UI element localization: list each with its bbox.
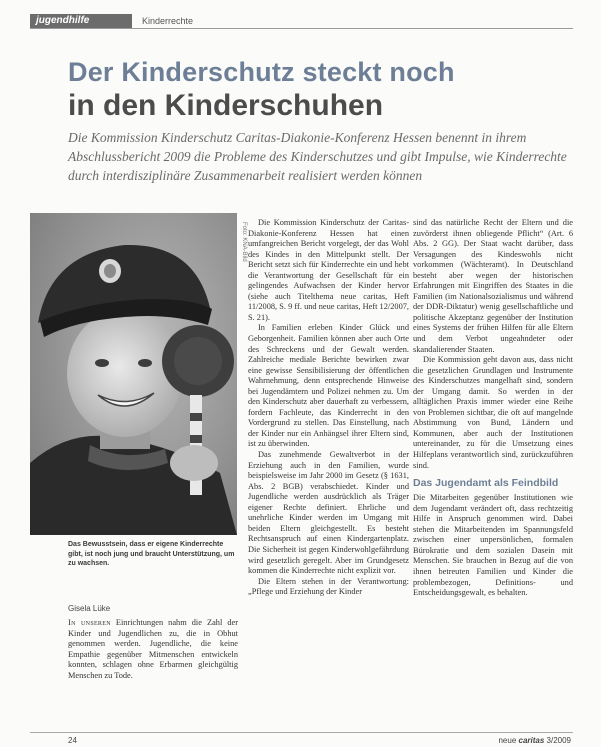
issue-number: 3/2009 xyxy=(546,736,571,745)
column-3 xyxy=(413,218,573,599)
column-2 xyxy=(248,218,409,598)
photo-caption: Das Bewusstsein, dass er eigene Kinderrechte gibt, ist noch jung und braucht Unterstützung, um zu wachsen. xyxy=(68,541,235,567)
lead-paragraph xyxy=(68,128,568,185)
column-2-paragraph-2: In Familien erleben Kinder Glück und Geborgenheit. Familien können aber auch Orte des Schreckens und der Gewalt werden. Zahlreiche mediale Berichte bewirken zwar eine gewisse Sensibilisierung der öffentlichen Wahrnehmung, denn entsprechende Hinweise bei Jugendämtern und Polizei nehmen zu. Um den Kinderschutz aber dauerhaft zu verbessern, fordern Fachleute, das Kinderrecht in den Vordergrund zu stellen. Das Einstellung, nach der Kinder nur ein Anhängsel ihrer Eltern sind, ist zu überwinden. xyxy=(248,323,409,449)
column-2-paragraph-4: Die Eltern stehen in der Verantwortung: „Pflege und Erziehung der Kinder xyxy=(248,576,409,597)
subheading: Das Jugendamt als Feindbild xyxy=(413,477,559,490)
photo-illustration xyxy=(30,213,237,535)
magazine-prefix: neue xyxy=(498,736,517,745)
column-2-paragraph-3: Das zunehmende Gewaltverbot in der Erziehung auch in den Familien, wurde beispielsweise im Jahr 2000 im Gesetz (§ 1631, Abs. 2 BGB) verabschiedet. Kinder und Jugendliche werden ausdrücklich als Träger eigener Rechte definiert. Ehrliche und unehrliche Kinder werden im Umgang mit beiden Eltern gleichgestellt. Es besteht Rechtsanspruch auf einen Kindergartenplatz. Die Sicherheit ist gegen Kinderwohlgefährdung wird gesetzlich geregelt. Aber im Grundgesetz kommen die Kinderrechte nicht explizit vor. xyxy=(248,450,409,576)
photo-credit: Foto: KNA-Bild xyxy=(241,222,247,262)
magazine-name: caritas xyxy=(518,736,545,745)
column-1-paragraph xyxy=(68,618,238,681)
section-label: jugendhilfe xyxy=(36,15,90,26)
column-3-paragraph-3: Die Mitarbeiten gegenüber Institutionen wie dem Jugendamt verändert oft, dass rechtzeitig Hilfe in Anspruch genommen wird. Dabei stehen die Mitarbeitenden im Spannungsfeld zwischen einer unpersönlichen, formalen Bürokratie und dem sozialen Dasein mit Menschen. Sie brauchen in Bezug auf die von ihnen betreuten Familien und Kinder die problembezogen, Definitions- und Entscheidungsgewalt, es behalten. xyxy=(413,493,573,598)
column-1 xyxy=(68,618,238,681)
headline-line-2: in den Kinderschuhen xyxy=(68,89,384,122)
lead-text: Die Kommission Kinderschutz Caritas-Diakonie-Konferenz Hessen benennt in ihrem Abschlussbericht 2009 die Probleme des Kinderschutzes und gibt Impulse, wie Kinderrechte durch interdisziplinäre Zusammenarbeit realisiert werden können xyxy=(68,130,567,183)
topic-label: Kinderrechte xyxy=(142,16,194,26)
child-police-cap-photo xyxy=(30,213,237,535)
magazine-reference xyxy=(498,736,571,746)
column-3-paragraph-1: sind das natürliche Recht der Eltern und die zuvörderst ihnen obliegende Pflicht“ (Art. 6 Abs. 2 GG). Der Staat wacht darüber, dass Versagungen des Kindeswohls nicht vorkommen (Wächteramt). In Deutschland besteht aber wegen der historischen Erfahrungen mit Eingriffen des Staates in die Familien (im Nationalsozialismus und während der DDR-Diktatur) wenig gesellschaftliche und politische Akzeptanz gegenüber der Institution eines Systems der frühen Hilfen für alle Eltern und dem Verbot ungeahndeter oder skandalierender Staaten. xyxy=(413,218,573,354)
column-2-paragraph-1: Die Kommission Kinderschutz der Caritas-Diakonie-Konferenz Hessen hat einen umfangreichen Bericht vorgelegt, der das Wohl des Kindes in den Mittelpunkt stellt. Der Bericht setzt sich für Kinderrechte ein und hebt die Verantwortung der Gesellschaft für ein gelingendes Aufwachsen der Kinder hervor (siehe auch Titelthema neue caritas, Heft 11/2008, S. 9 ff. und neue caritas, Heft 12/2007, S. 21). xyxy=(248,218,409,322)
column-3-paragraph-2: Die Kommission geht davon aus, dass nicht die gesetzlichen Grundlagen und Instrumente des Kinderschutzes mangelhaft sind, sondern der Umgang damit. So werden in der alltäglichen Praxis immer wieder eine Reihe von Problemen sichtbar, die oft auf mangelnde Abstimmung von Bund, Ländern und Kommunen, aber auch der Institutionen untereinander, zu für die Umsetzung eines Hilfeplans verantwortlich sind, zurückzuführen sind. xyxy=(413,355,573,470)
paragraph-lead-in: In unseren xyxy=(68,618,111,627)
author-name: Gisela Lüke xyxy=(68,604,111,613)
footer-rule xyxy=(30,732,573,733)
headline-line-1: Der Kinderschutz steckt noch xyxy=(68,57,455,87)
column-1-text: Einrichtungen nahm die Zahl der Kinder und Jugendlichen zu, die in Obhut genommen werden. Jugendliche, die keine Empathie gegenüber Mitmenschen entwickeln konnten, schlagen ohne Erbarmen gleichgültig Menschen zu Tode. xyxy=(68,618,238,680)
page-number: 24 xyxy=(68,736,77,745)
header-rule xyxy=(30,28,573,29)
